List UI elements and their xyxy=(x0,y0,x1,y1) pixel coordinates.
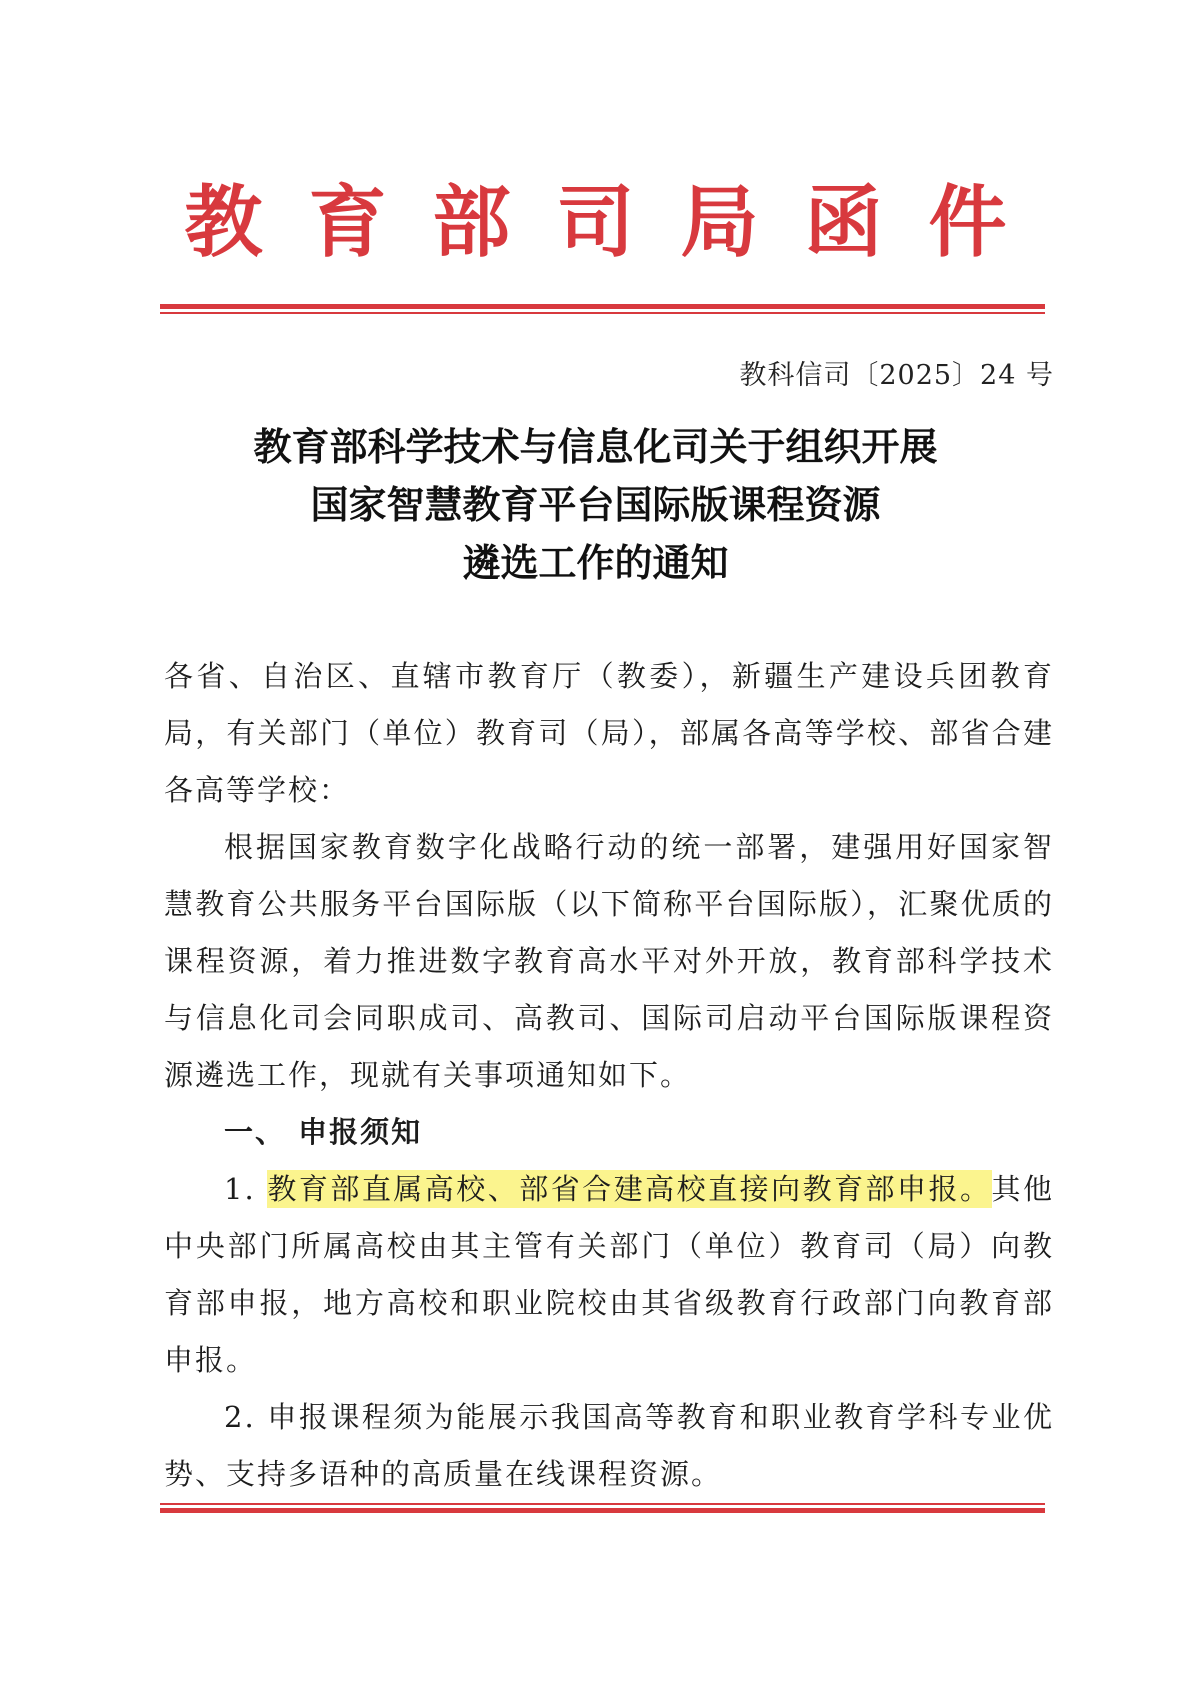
highlighted-text: 教育部直属高校、部省合建高校直接向教育部申报。 xyxy=(267,1172,992,1206)
document-title xyxy=(0,418,1191,592)
item-2-number: 2. xyxy=(224,1400,256,1434)
title-line-3: 遴选工作的通知 xyxy=(462,540,729,585)
issuer-header: 教育部司局函件 xyxy=(184,177,1053,268)
item-1-text: 其他中央部门所属高校由其主管有关部门（单位）教育司（局）向教育部申报，地方高校和职业院校由其省级教育行政部门向教育部申报。 xyxy=(164,1172,1054,1377)
title-line-1: 教育部科学技术与信息化司关于组织开展 xyxy=(253,424,938,469)
header-divider xyxy=(160,304,1045,314)
addressee-paragraph: 各省、自治区、直辖市教育厅（教委），新疆生产建设兵团教育局，有关部门（单位）教育司（局），部属各高等学校、部省合建各高等学校： xyxy=(164,659,1054,807)
item-2-paragraph xyxy=(164,1389,1054,1503)
item-1-number: 1. xyxy=(224,1172,256,1206)
document-body xyxy=(164,648,1054,1503)
footer-divider xyxy=(160,1503,1045,1513)
title-line-2: 国家智慧教育平台国际版课程资源 xyxy=(310,482,881,527)
item-1-paragraph xyxy=(164,1161,1054,1389)
section-heading: 一、 申报须知 xyxy=(224,1115,423,1149)
document-number: 教科信司〔2025〕24 号 xyxy=(739,360,1054,391)
item-2-text: 申报课程须为能展示我国高等教育和职业教育学科专业优势、支持多语种的高质量在线课程资源。 xyxy=(164,1400,1054,1491)
intro-paragraph: 根据国家教育数字化战略行动的统一部署，建强用好国家智慧教育公共服务平台国际版（以下简称平台国际版），汇聚优质的课程资源，着力推进数字教育高水平对外开放，教育部科学技术与信息化司会同职成司、高教司、国际司启动平台国际版课程资源遴选工作，现就有关事项通知如下。 xyxy=(164,830,1054,1092)
